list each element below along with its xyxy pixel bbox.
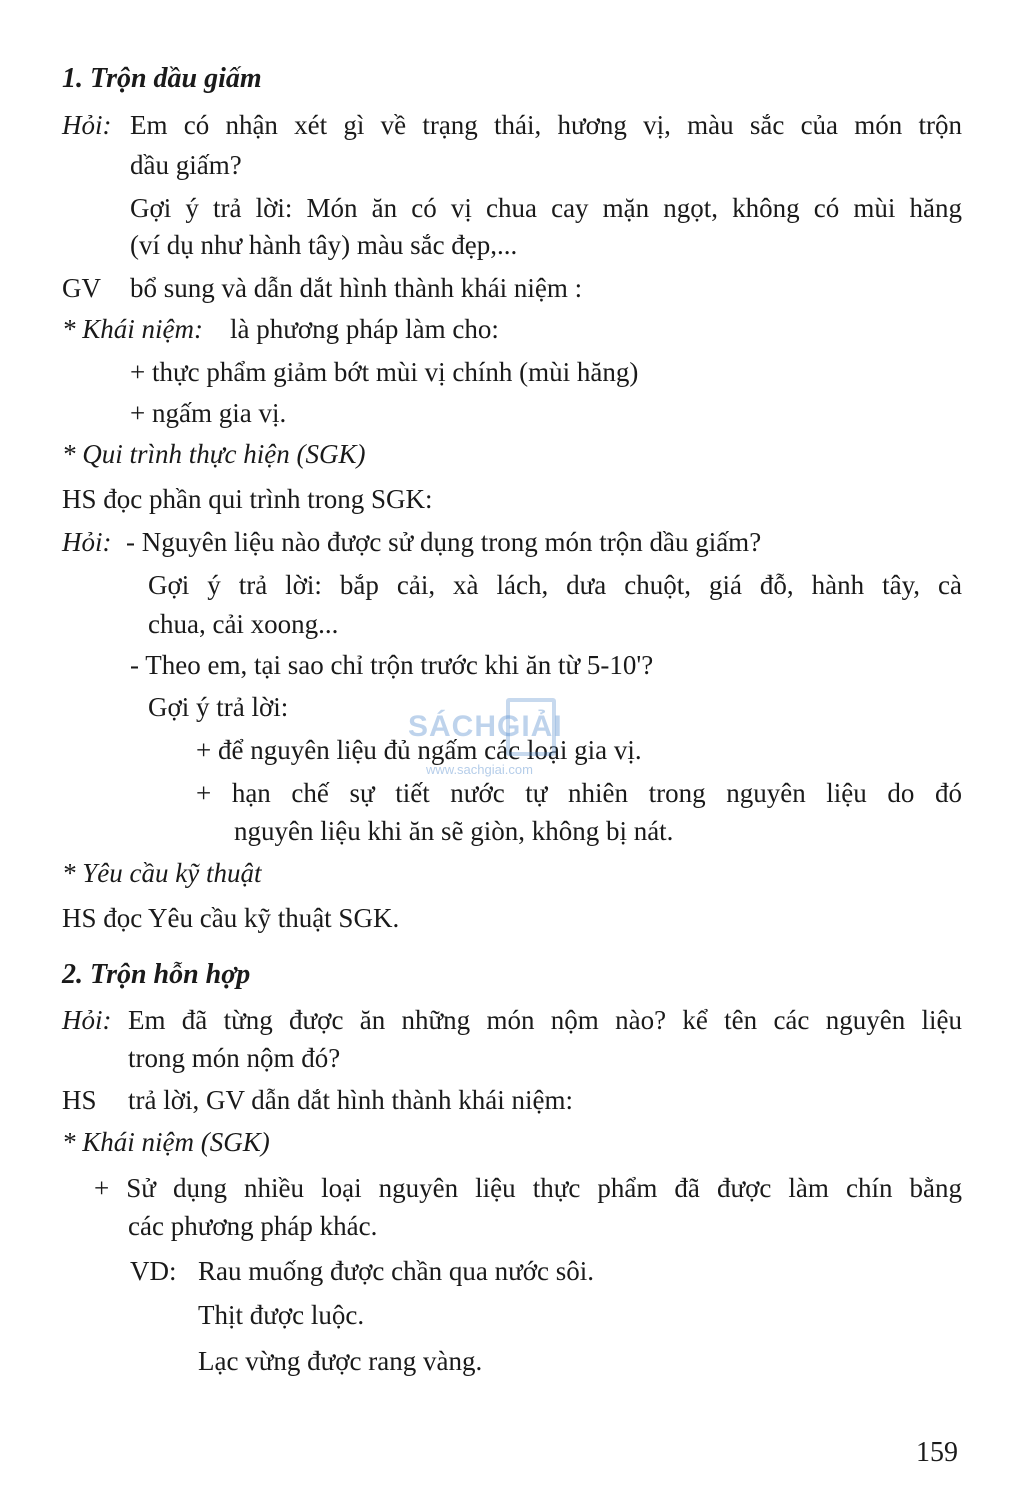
section-1-title: 1. Trộn dầu giấm xyxy=(62,63,262,94)
answer-2-line-1: Gợi ý trả lời: bắp cải, xà lách, dưa chuột, giá đỗ, hành tây, cà xyxy=(148,570,962,600)
concept-item-2: + ngấm gia vị. xyxy=(130,398,287,428)
concept-item-1: + thực phẩm giảm bớt mùi vị chính (mùi hăng) xyxy=(130,357,639,387)
question-2-text: - Nguyên liệu nào được sử dụng trong món trộn dầu giấm? xyxy=(126,527,762,557)
question-2-label: Hỏi: xyxy=(62,527,112,557)
answer-1-line-2: (ví dụ như hành tây) màu sắc đẹp,... xyxy=(130,230,518,260)
answer-3-item-2-line-1: + hạn chế sự tiết nước tự nhiên trong nguyên liệu do đó xyxy=(196,778,962,808)
example-label: VD: xyxy=(130,1256,177,1286)
watermark-url: www.sachgiai.com xyxy=(426,762,533,777)
process-heading: * Qui trình thực hiện (SGK) xyxy=(62,439,366,469)
page-number: 159 xyxy=(916,1437,958,1468)
section-2-concept: * Khái niệm (SGK) xyxy=(62,1127,270,1157)
answer-1-line-1: Gợi ý trả lời: Món ăn có vị chua cay mặn ngọt, không có mùi hăng xyxy=(130,193,962,223)
section-2-question-line-2: trong món nộm đó? xyxy=(128,1043,341,1073)
answer-3-item-1: + để nguyên liệu đủ ngấm các loại gia vị. xyxy=(196,735,642,765)
example-1: Rau muống được chần qua nước sôi. xyxy=(198,1256,594,1286)
question-1-label: Hỏi: xyxy=(62,110,112,140)
question-1-line-1: Em có nhận xét gì về trạng thái, hương vị, màu sắc của món trộn xyxy=(130,110,962,140)
section-2-item-1-line-1: + Sử dụng nhiều loại nguyên liệu thực phẩm đã được làm chín bằng xyxy=(94,1173,962,1203)
gv-text: bổ sung và dẫn dắt hình thành khái niệm : xyxy=(130,273,583,303)
answer-3-label: Gợi ý trả lời: xyxy=(148,692,289,722)
hs-read-requirement: HS đọc Yêu cầu kỹ thuật SGK. xyxy=(62,903,400,933)
hs-label: HS xyxy=(62,1085,97,1115)
gv-label: GV xyxy=(62,273,101,303)
concept-text: là phương pháp làm cho: xyxy=(230,314,499,344)
requirement-heading: * Yêu cầu kỹ thuật xyxy=(62,858,262,888)
question-3-text: - Theo em, tại sao chỉ trộn trước khi ăn từ 5-10'? xyxy=(130,650,654,680)
section-2-title: 2. Trộn hỗn hợp xyxy=(62,959,251,990)
hs-text: trả lời, GV dẫn dắt hình thành khái niệm: xyxy=(128,1085,573,1115)
watermark-logo-text: SÁCHGIẢI xyxy=(408,710,563,743)
section-2-item-1-line-2: các phương pháp khác. xyxy=(128,1211,378,1241)
example-3: Lạc vừng được rang vàng. xyxy=(198,1346,483,1376)
answer-3-item-2-line-2: nguyên liệu khi ăn sẽ giòn, không bị nát. xyxy=(234,816,674,846)
answer-2-line-2: chua, cải xoong... xyxy=(148,609,339,639)
section-2-question-line-1: Em đã từng được ăn những món nộm nào? kể tên các nguyên liệu xyxy=(128,1005,962,1035)
section-2-question-label: Hỏi: xyxy=(62,1005,112,1035)
hs-read-process: HS đọc phần qui trình trong SGK: xyxy=(62,484,433,514)
question-1-line-2: dầu giấm? xyxy=(130,150,242,180)
concept-label: * Khái niệm: xyxy=(62,314,203,344)
example-2: Thịt được luộc. xyxy=(198,1300,365,1330)
